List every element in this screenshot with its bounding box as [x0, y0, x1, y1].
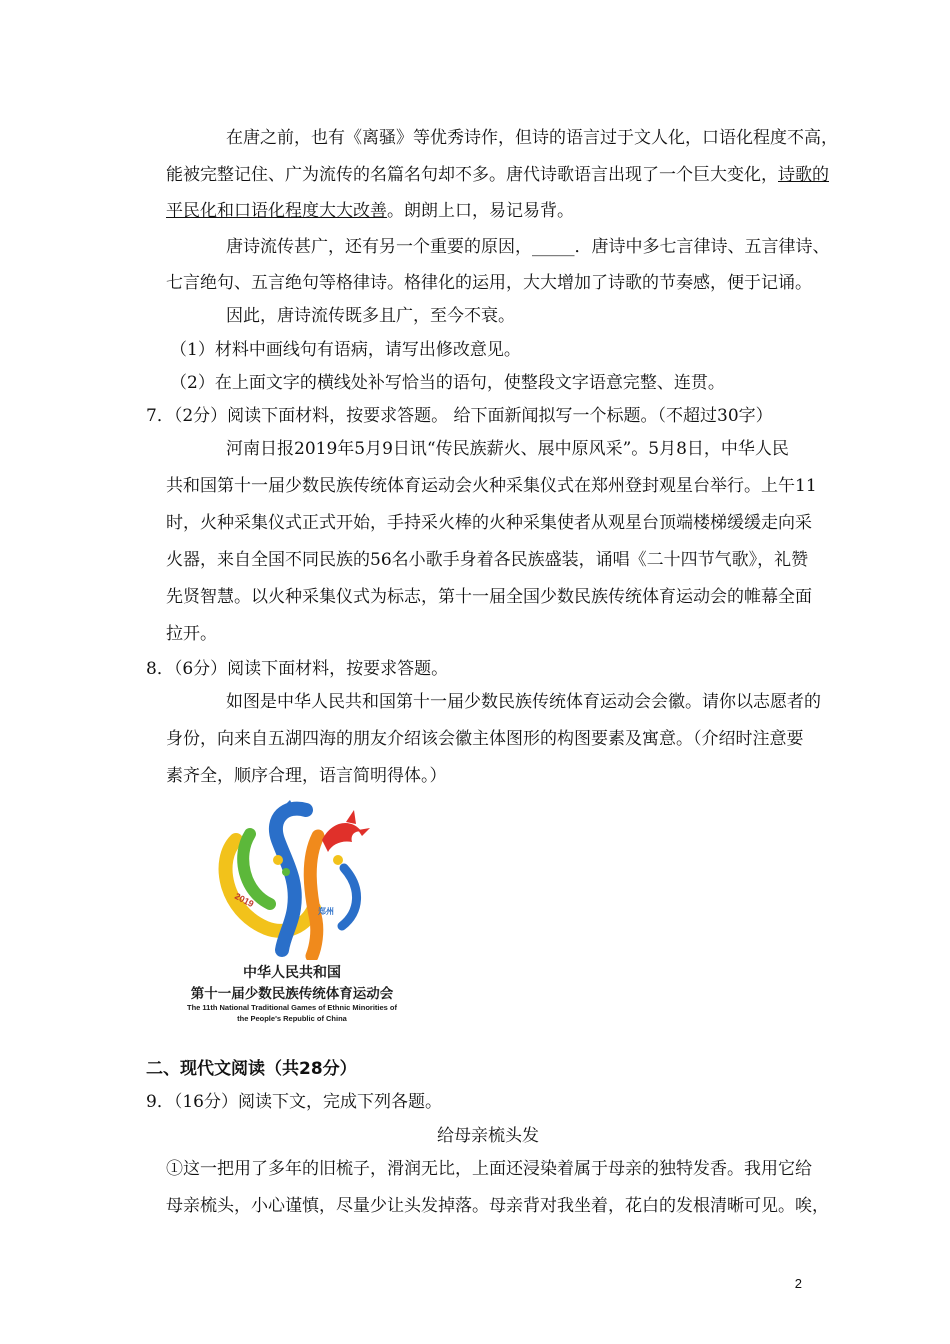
q7-line-6: 拉开。 — [166, 624, 217, 644]
article-title: 给母亲梳头发 — [437, 1126, 539, 1146]
p6-line-2 — [166, 163, 829, 187]
emblem-title-cn-2: 第十一届少数民族传统体育运动会 — [190, 986, 394, 1002]
q8-line-2: 身份，向来自五湖四海的朋友介绍该会徽主体图形的构图要素及寓意。（介绍时注意要 — [166, 729, 804, 749]
p6-line-2-text: 能被完整记住、广为流传的名篇名句却不多。唐代诗歌语言出现了一个巨大变化， — [166, 165, 778, 185]
q7-line-4: 火器，来自全国不同民族的56名小歌手身着各民族盛装，诵唱《二十四节气歌》，礼赞 — [166, 550, 809, 570]
q7-line-1: 河南日报2019年5月9日讯“传民族薪火、展中原风采”。5月8日，中华人民 — [226, 439, 789, 459]
emblem-title-en-2: the People's Republic of China — [237, 1014, 347, 1023]
page-number: 2 — [794, 1276, 802, 1291]
p6-line-1: 在唐之前，也有《离骚》等优秀诗作，但诗的语言过于文人化，口语化程度不高， — [226, 128, 838, 148]
q7-heading: 7．（2分）阅读下面材料，按要求答题。 给下面新闻拟写一个标题。（不超过30字） — [146, 406, 773, 426]
q9-heading: 9．（16分）阅读下文，完成下列各题。 — [146, 1092, 442, 1112]
q7-line-5: 先贤智慧。以火种采集仪式为标志，第十一届全国少数民族传统体育运动会的帷幕全面 — [166, 587, 812, 607]
q7-line-2: 共和国第十一届少数民族传统体育运动会火种采集仪式在郑州登封观星台举行。上午11 — [166, 476, 817, 496]
underlined-sentence-part1: 诗歌的 — [778, 165, 829, 185]
q8-line-1: 如图是中华人民共和国第十一届少数民族传统体育运动会会徽。请你以志愿者的 — [226, 692, 821, 712]
p6-line-4: 唐诗流传甚广，还有另一个重要的原因，_____．唐诗中多七言律诗、五言律诗、 — [226, 237, 830, 257]
emblem-title-cn-1: 中华人民共和国 — [243, 965, 341, 981]
underlined-sentence-part2: 平民化和口语化程度大大改善 — [166, 201, 387, 221]
p6-line-3 — [166, 199, 574, 223]
games-emblem — [166, 800, 418, 1028]
article-line-1: ①这一把用了多年的旧梳子，滑润无比，上面还浸染着属于母亲的独特发香。我用它给 — [166, 1159, 812, 1179]
p6-line-6: 因此，唐诗流传既多且广，至今不衰。 — [226, 306, 515, 326]
q8-line-3: 素齐全，顺序合理，语言简明得体。） — [166, 766, 447, 786]
emblem-title-en-1: The 11th National Traditional Games of Ethnic Minorities of — [186, 1003, 398, 1012]
q7-line-3: 时，火种采集仪式正式开始，手持采火棒的火种采集使者从观星台顶端楼梯缓缓走向采 — [166, 513, 812, 533]
section-heading: 二、现代文阅读（共28分） — [146, 1059, 357, 1079]
p6-subquestion-1: （1）材料中画线句有语病，请写出修改意见。 — [170, 340, 521, 360]
emblem-year: 2019 — [233, 890, 256, 910]
p6-line-3-text: 。朗朗上口，易记易背。 — [387, 201, 574, 221]
article-line-2: 母亲梳头，小心谨慎，尽量少让头发掉落。母亲背对我坐着，花白的发根清晰可见。唉， — [166, 1196, 829, 1216]
dragon-emblem-graphic — [166, 800, 418, 960]
p6-subquestion-2: （2）在上面文字的横线处补写恰当的语句，使整段文字语意完整、连贯。 — [170, 373, 725, 393]
emblem-city: 郑州 — [318, 907, 334, 916]
q8-heading: 8．（6分）阅读下面材料，按要求答题。 — [146, 659, 449, 679]
p6-line-5: 七言绝句、五言绝句等格律诗。格律化的运用，大大增加了诗歌的节奏感，便于记诵。 — [166, 273, 812, 293]
